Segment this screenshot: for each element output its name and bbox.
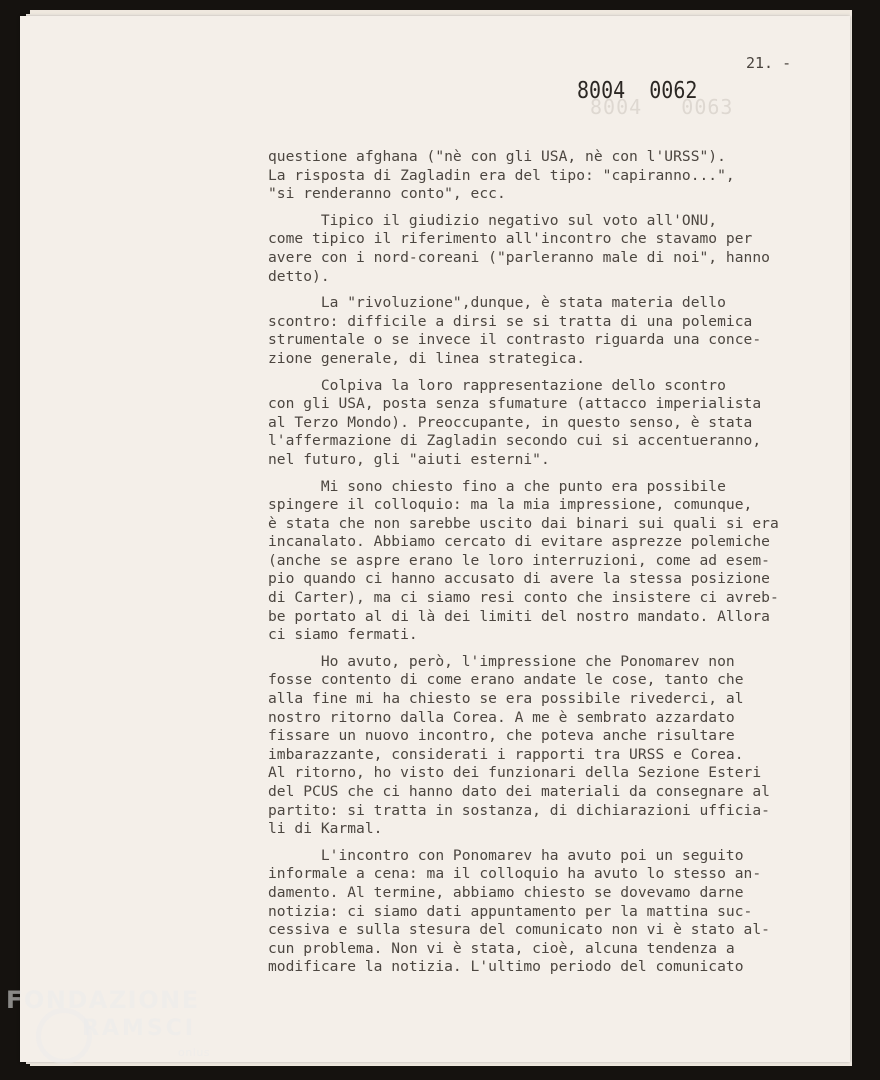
- text-line: avere con i nord-coreani ("parleranno male di noi", hanno: [268, 248, 770, 266]
- page-number: 21. -: [746, 54, 792, 72]
- watermark-onlus: onlus: [178, 1046, 210, 1059]
- text-line: incanalato. Abbiamo cercato di evitare asprezze polemiche: [268, 533, 770, 551]
- text-line: pio quando ci hanno accusato di avere la stessa posizione: [268, 570, 770, 588]
- text-line: Tipico il giudizio negativo sul voto all'ONU,: [268, 211, 718, 229]
- text-line: fissare un nuovo incontro, che poteva anche risultare: [268, 727, 735, 745]
- text-line: Mi sono chiesto fino a che punto era possibile: [268, 477, 726, 495]
- text-line: informale a cena: ma il colloquio ha avuto lo stesso an-: [268, 865, 762, 883]
- text-line: notizia: ci siamo dati appuntamento per la mattina suc-: [268, 902, 753, 920]
- text-line: nel futuro, gli "aiuti esterni".: [268, 450, 550, 468]
- text-line: ci siamo fermati.: [268, 626, 418, 644]
- text-line: detto).: [268, 267, 330, 285]
- text-line: La "rivoluzione",dunque, è stata materia dello: [268, 294, 726, 312]
- text-line: La risposta di Zagladin era del tipo: "capiranno...",: [268, 166, 735, 184]
- paragraph: [268, 653, 848, 839]
- paragraph: [268, 847, 848, 977]
- paragraph: [268, 478, 848, 645]
- text-line: li di Karmal.: [268, 820, 383, 838]
- text-line: con gli USA, posta senza sfumature (attacco imperialista: [268, 395, 762, 413]
- paragraph: [268, 212, 848, 286]
- text-line: del PCUS che ci hanno dato dei materiali da consegnare al: [268, 783, 770, 800]
- text-line: spingere il colloquio: ma la mia impressione, comunque,: [268, 496, 753, 514]
- text-line: come tipico il riferimento all'incontro che stavamo per: [268, 230, 753, 248]
- paragraph: [268, 294, 848, 368]
- text-line: è stata che non sarebbe uscito dai binari sui quali si era: [268, 514, 779, 532]
- text-line: cessiva e sulla stesura del comunicato non vi è stato al-: [268, 921, 770, 939]
- typewritten-body: [268, 148, 848, 985]
- bleed-through-code: 8004 0063: [590, 95, 734, 119]
- text-line: Ho avuto, però, l'impressione che Ponomarev non: [268, 652, 735, 670]
- text-line: fosse contento di come erano andate le cose, tanto che: [268, 671, 744, 689]
- text-line: (anche se aspre erano le loro interruzioni, come ad esem-: [268, 551, 770, 569]
- text-line: strumentale o se invece il contrasto riguarda una conce-: [268, 331, 762, 349]
- archive-code: 8004 0062: [577, 76, 698, 104]
- text-line: "si renderanno conto", ecc.: [268, 185, 506, 203]
- text-line: scontro: difficile a dirsi se si tratta di una polemica: [268, 312, 753, 330]
- text-line: L'incontro con Ponomarev ha avuto poi un seguito: [268, 846, 744, 864]
- text-line: alla fine mi ha chiesto se era possibile rivederci, al: [268, 690, 744, 708]
- text-line: di Carter), ma ci siamo resi conto che insistere ci avreb-: [268, 589, 779, 607]
- text-line: Colpiva la loro rappresentazione dello scontro: [268, 376, 726, 394]
- text-line: Al ritorno, ho visto dei funzionari della Sezione Esteri: [268, 764, 762, 782]
- paragraph: [268, 148, 848, 204]
- text-line: be portato al di là dei limiti del nostro mandato. Allora: [268, 607, 770, 625]
- fondazione-gramsci-watermark: [6, 986, 210, 1059]
- text-line: imbarazzante, considerati i rapporti tra URSS e Corea.: [268, 745, 744, 763]
- text-line: nostro ritorno dalla Corea. A me è sembrato azzardato: [268, 708, 735, 726]
- text-line: questione afghana ("nè con gli USA, nè con l'URSS").: [268, 148, 726, 165]
- text-line: cun problema. Non vi è stata, cioè, alcuna tendenza a: [268, 939, 735, 957]
- text-line: damento. Al termine, abbiamo chiesto se dovevamo darne: [268, 883, 744, 901]
- watermark-line-2: RAMSCI: [82, 1016, 197, 1041]
- text-line: zione generale, di linea strategica.: [268, 349, 586, 367]
- text-line: l'affermazione di Zagladin secondo cui si accentueranno,: [268, 432, 762, 450]
- text-line: al Terzo Mondo). Preoccupante, in questo senso, è stata: [268, 413, 753, 431]
- text-line: partito: si tratta in sostanza, di dichiarazioni ufficia-: [268, 801, 770, 819]
- text-line: modificare la notizia. L'ultimo periodo del comunicato: [268, 958, 744, 976]
- paragraph: [268, 377, 848, 470]
- watermark-line-1: FONDAZIONE: [6, 986, 200, 1014]
